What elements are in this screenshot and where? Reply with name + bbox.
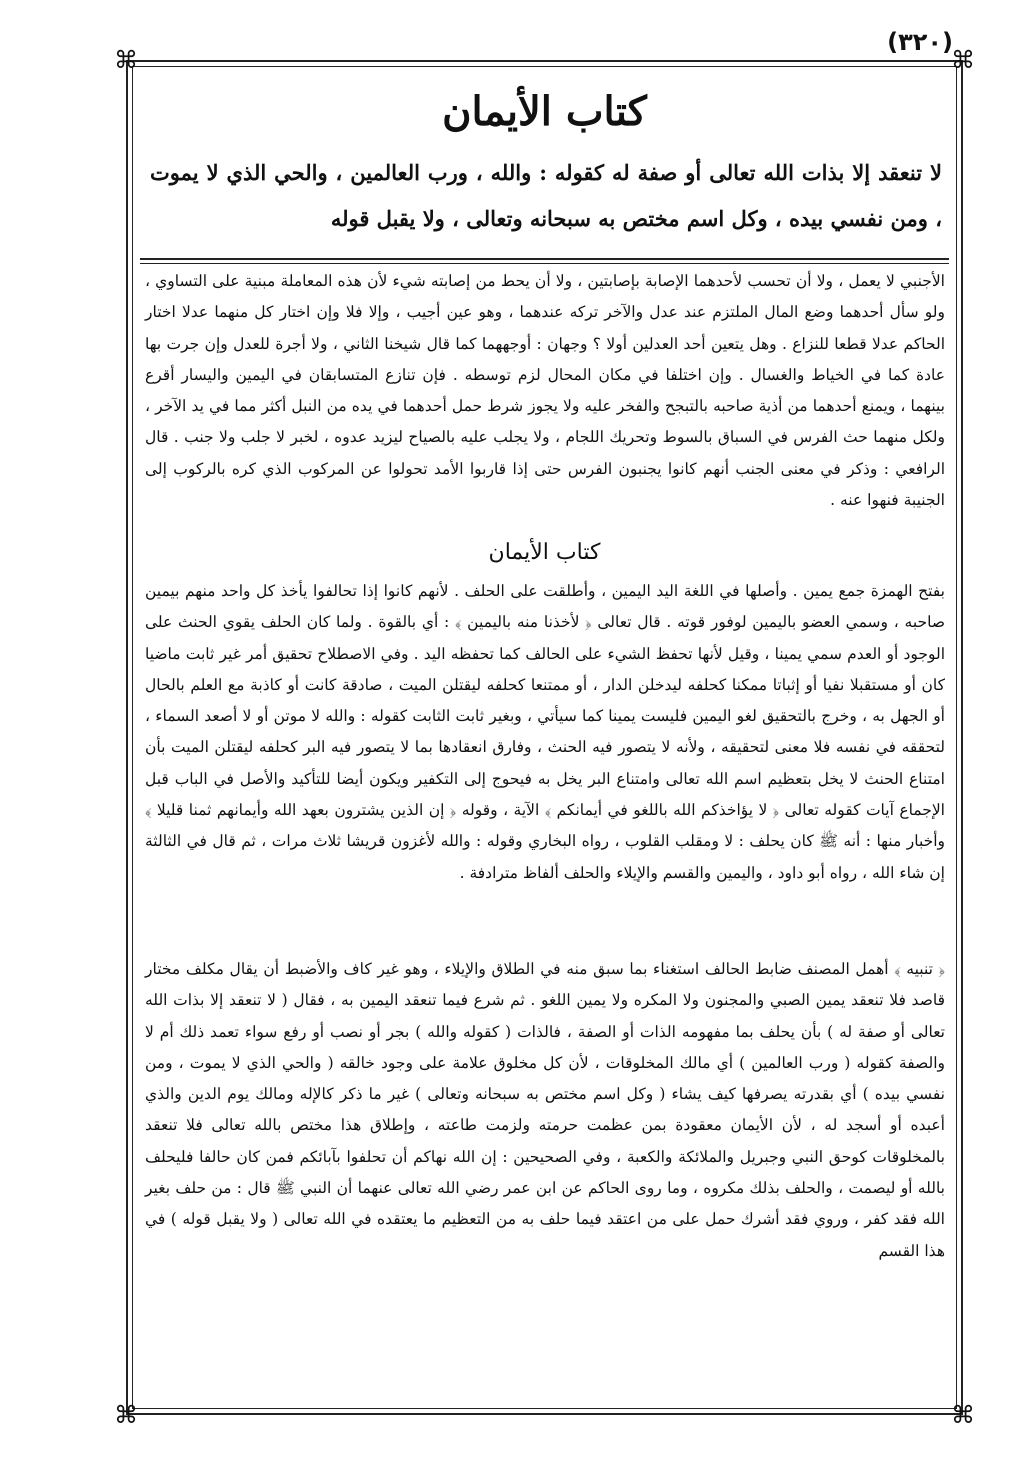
- chapter-title: كتاب الأيمان: [442, 88, 647, 135]
- commentary-paragraph: بفتح الهمزة جمع يمين . وأصلها في اللغة اليد اليمين ، وأطلقت على الحلف . لأنهم كانوا إذا تحالفوا يأخذ كل واحد منهم بيمين صاحبه ، وسمي العضو باليمين لوفور قوته . قال تعالى ﴿ لأخذنا منه باليمين ﴾ : أي بالقوة . ولما كان الحلف يقوي الحنث على الوجود أو العدم سمي يمينا ، وقيل لأنها تحفظ الشيء على الحالف كما تحفظه اليد . وفي الاصطلاح تحقيق أمر غير ثابت ماضيا كان أو مستقبلا نفيا أو إثباتا ممكنا كحلفه ليدخلن الدار ، أو ممتنعا كحلفه ليقتلن الميت ، صادقة كانت أو كاذبة مع العلم بالحال أو الجهل به ، وخرج بالتحقيق لغو اليمين فليست يمينا كما سيأتي ، وبغير ثابت الثابت كقوله : والله لا موتن أو لا أصعد السماء ، لتحققه في نفسه فلا معنى لتحقيقه ، ولأنه لا يتصور فيه الحنث ، وفارق انعقادها بما لا يتصور فيه البر كحلفه ليقتلن الميت بأن امتناع الحنث لا يخل بتعظيم اسم الله تعالى وامتناع البر يخل به فيحوج إلى التكفير ويكون أيضا للتأكيد والأصل في الباب قبل الإجماع آيات كقوله تعالى ﴿ لا يؤاخذكم الله باللغو في أيمانكم ﴾ الآية ، وقوله ﴿ إن الذين يشترون بعهد الله وأيمانهم ثمنا قليلا ﴾ وأخبار منها : أنه ﷺ كان يحلف : لا ومقلب القلوب ، رواه البخاري وقوله : والله لأغزون قريشا ثلاث مرات ، ثم قال في الثالثة إن شاء الله ، رواه أبو داود ، واليمين والقسم والإيلاء والحلف ألفاظ مترادفة .: [145, 582, 945, 882]
- corner-ornament-icon: ⌘: [114, 1401, 138, 1429]
- divider: [140, 258, 949, 260]
- divider: [140, 263, 949, 264]
- matn-text: لا تنعقد إلا بذات الله تعالى أو صفة له كقوله : والله ، ورب العالمين ، والحي الذي لا يموت ، ومن نفسي بيده ، وكل اسم مختص به سبحانه وتعالى ، ولا يقبل قوله: [150, 160, 942, 231]
- section-title: كتاب الأيمان: [488, 540, 601, 565]
- corner-ornament-icon: ⌘: [951, 1401, 975, 1429]
- commentary-block: [145, 266, 945, 516]
- commentary-block: [145, 576, 945, 889]
- commentary-block: [145, 954, 945, 1267]
- corner-ornament-icon: ⌘: [114, 46, 138, 74]
- corner-ornament-icon: ⌘: [951, 46, 975, 74]
- commentary-paragraph: الأجنبي لا يعمل ، ولا أن تحسب لأحدهما الإصابة بإصابتين ، ولا أن يحط من إصابته شيء لأن هذه المعاملة مبنية على التساوي ، ولو سأل أحدهما وضع المال الملتزم عند عدل والآخر تركه عندهما ، وهو عين أجيب ، وإلا فلا وإن اختار كل منهما عدلا اختار الحاكم عدلا قطعا للنزاع . وهل يتعين أحد العدلين أولا ؟ وجهان : أوجههما كما قال شيخنا الثاني ، ولا أجرة للعدل وإن جرت بها عادة كما في الخياط والغسال . وإن اختلفا في مكان المحال لزم توسطه . فإن تنازع المتسابقان في اليمين واليسار أقرع بينهما ، ويمنع أحدهما من أذية صاحبه بالتبجح والفخر عليه ولا يجوز شرط حمل أحدهما في يده من النبل أكثر مما في يد الآخر ، ولكل منهما حث الفرس في السباق بالسوط وتحريك اللجام ، ولا يجلب عليه بالصياح ليزيد عدوه ، لخبر لا جلب ولا جنب . قال الرافعي : وذكر في معنى الجنب أنهم كانوا يجنبون الفرس حتى إذا قاربوا الأمد تحولوا عن المركوب الذي كره بالركوب إلى الجنيبة فنهوا عنه .: [145, 272, 945, 510]
- page-number: (٣٢٠): [887, 28, 953, 56]
- commentary-paragraph: ﴿ تنبيه ﴾ أهمل المصنف ضابط الحالف استغناء بما سبق منه في الطلاق والإيلاء ، وهو غير كاف والأضبط أن يقال مكلف مختار قاصد فلا تنعقد يمين الصبي والمجنون ولا المكره ولا يمين اللغو . ثم شرع فيما تنعقد اليمين به ، فقال ( لا تنعقد إلا بذات الله تعالى أو صفة له ) بأن يحلف بما مفهومه الذات أو الصفة ، فالذات ( كقوله والله ) بجر أو نصب أو رفع سواء تعمد ذلك أم لا والصفة كقوله ( ورب العالمين ) أي مالك المخلوقات ، لأن كل مخلوق علامة على وجود خالقه ( والحي الذي لا يموت ، ومن نفسي بيده ) أي بقدرته يصرفها كيف يشاء ( وكل اسم مختص به سبحانه وتعالى ) غير ما ذكر كالإله ومالك يوم الدين والذي أعبده أو أسجد له ، لأن الأيمان معقودة بمن عظمت حرمته ولزمت طاعته ، وإطلاق هذا مختص بالله تعالى فلا تنعقد بالمخلوقات كوحق النبي وجبريل والملائكة والكعبة ، وفي الصحيحين : إن الله نهاكم أن تحلفوا بآبائكم فمن كان حالفا فليحلف بالله أو ليصمت ، والحلف بذلك مكروه ، وما روى الحاكم عن ابن عمر رضي الله تعالى عنهما أن النبي ﷺ قال : من حلف بغير الله فقد كفر ، وروي فقد أشرك حمل على من اعتقد فيما حلف به من التعظيم ما يعتقده في الله تعالى ( ولا يقبل قوله ) في هذا القسم: [145, 960, 945, 1260]
